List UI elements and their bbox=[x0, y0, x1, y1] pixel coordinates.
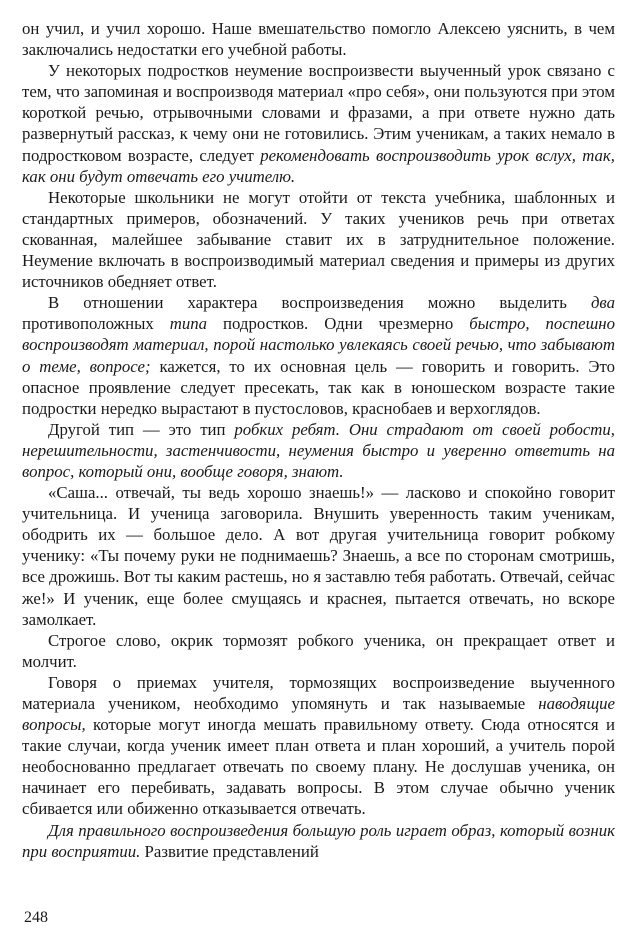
paragraph bbox=[22, 482, 615, 630]
italic-text-segment: Для правильного воспроизведения большую роль играет образ, который возник при восприятии. bbox=[22, 820, 615, 861]
italic-text-segment: робких ребят. Они страдают от своей робости, нерешительности, застенчивости, неумения быстро и уверенно ответить на вопрос, который они, вообще говоря, знают. bbox=[22, 419, 615, 481]
text-segment: Развитие представлений bbox=[140, 841, 319, 861]
text-segment: Говоря о приемах учителя, тормозящих воспроизведение выученного материала учеником, необходимо упомянуть и так называемые bbox=[22, 672, 615, 713]
italic-text-segment: рекомендовать воспроизводить урок вслух, так, как они будут отвечать его учителю. bbox=[22, 145, 615, 186]
text-segment: Строгое слово, окрик тормозят робкого ученика, он прекращает ответ и молчит. bbox=[22, 630, 615, 671]
paragraph bbox=[22, 820, 615, 862]
italic-text-segment: наводящие вопросы, bbox=[22, 694, 615, 735]
book-page bbox=[22, 18, 615, 862]
text-segment: кажется, то их основная цель — говорить и говорить. Это опасное проявление следует пресекать, так как в юношеском возрасте такие подростки нередко вырастают в пустословов, краснобаев и верхоглядов. bbox=[22, 356, 615, 418]
text-segment: противоположных bbox=[22, 314, 170, 334]
italic-text-segment: типа bbox=[169, 314, 208, 334]
text-segment: подростков. Одни чрезмерно bbox=[207, 314, 470, 334]
text-segment: он учил, и учил хорошо. Наше вмешательство помогло Алексею уяснить, в чем заключались недостатки его учебной работы. bbox=[22, 19, 615, 60]
text-segment: Некоторые школьники не могут отойти от текста учебника, шаблонных и стандартных примеров, обозначений. У таких учеников речь при ответах скованная, малейшее забывание ставит их в затруднительное положение. Неумение включать в воспроизводимый материал сведения и примеры из других источников обедняет ответ. bbox=[22, 187, 615, 292]
paragraph bbox=[22, 419, 615, 482]
paragraph bbox=[22, 630, 615, 672]
paragraph bbox=[22, 60, 615, 187]
paragraph bbox=[22, 18, 615, 60]
paragraph bbox=[22, 187, 615, 292]
text-segment: В отношении характера воспроизведения можно выделить bbox=[48, 293, 591, 313]
text-segment: У некоторых подростков неумение воспроизвести выученный урок связано с тем, что запоминая и воспроизводя материал «про себя», они пользуются при этом короткой речью, отрывочными словами и фразами, а при ответе нужно дать развернутый рассказ, к чему они не готовились. Этим ученикам, а таких немало в подростковом возрасте, следует bbox=[22, 61, 615, 165]
text-segment: которые могут иногда мешать правильному ответу. Сюда относятся и такие случаи, когда ученик имеет план ответа и план хороший, а учитель порой необоснованно предлагает отвечать по своему плану. Не дослушав ученика, он начинает его перебивать, задавать вопросы. В этом случае обычно ученик сбивается или обиженно отказывается отвечать. bbox=[22, 715, 615, 819]
italic-text-segment: быстро, поспешно воспроизводят материал, порой настолько увлекаясь своей речью, что забывают о теме, вопросе; bbox=[22, 314, 615, 376]
italic-text-segment: два bbox=[590, 293, 615, 313]
text-segment: Другой тип — это тип bbox=[48, 419, 235, 439]
page-number: 248 bbox=[24, 909, 48, 926]
paragraph bbox=[22, 672, 615, 820]
paragraph bbox=[22, 292, 615, 419]
text-segment: «Саша... отвечай, ты ведь хорошо знаешь!» — ласково и спокойно говорит учительница. И ученица заговорила. Внушить уверенность таким ученикам, ободрить их — большое дело. А вот другая учительница говорит робкому ученику: «Ты почему руки не поднимаешь? Знаешь, а все по сторонам смотришь, все дрожишь. Вот ты каким растешь, но я заставлю тебя работать. Отвечай, сейчас же!» И ученик, еще более смущаясь и краснея, пытается отвечать, но вскоре замолкает. bbox=[22, 483, 615, 629]
